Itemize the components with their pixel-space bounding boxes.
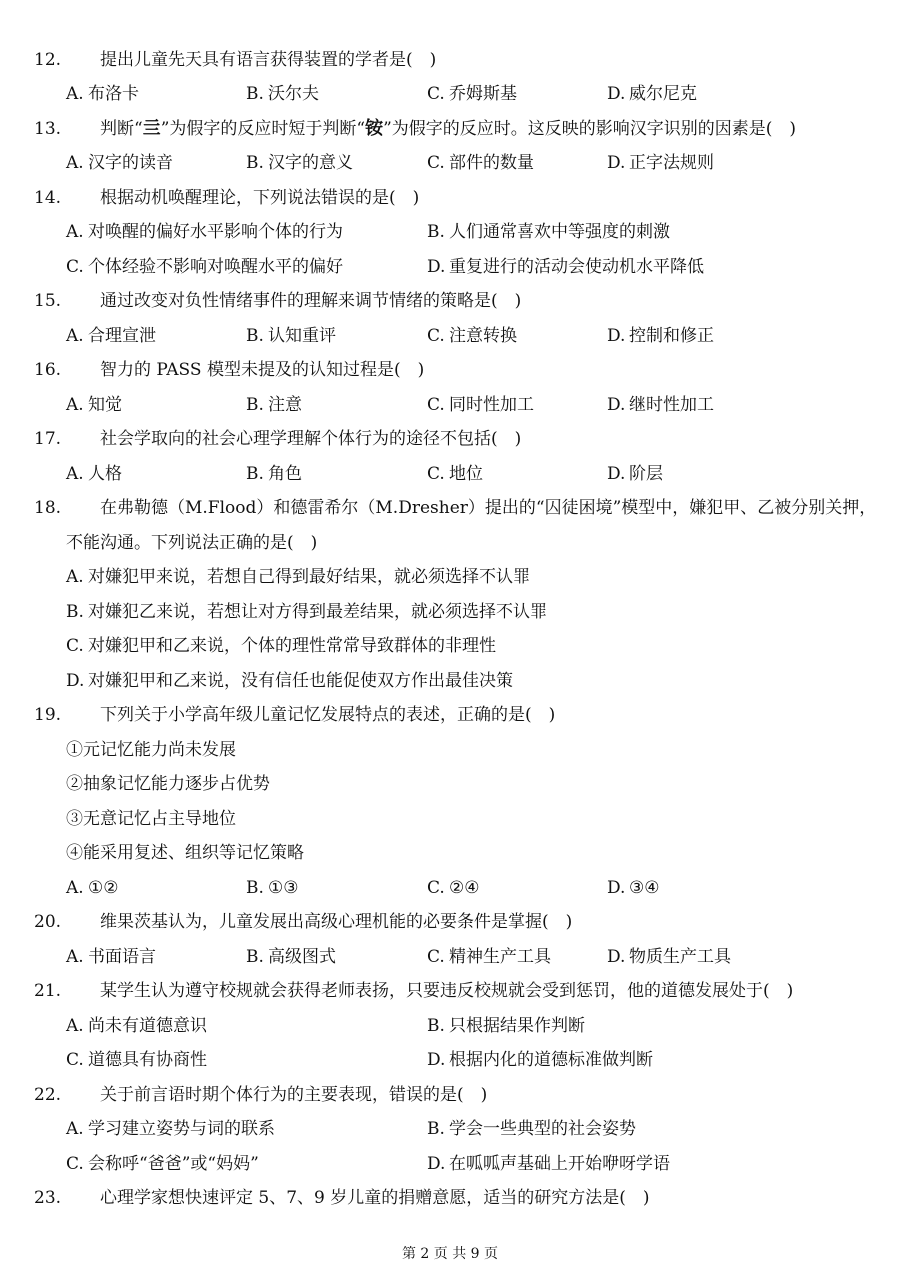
option-c: C. 个体经验不影响对唤醒水平的偏好	[66, 257, 343, 277]
question-16	[34, 359, 425, 381]
question-stem-continued: 不能沟通。下列说法正确的是( )	[66, 533, 318, 553]
option-b: B. ①③	[246, 878, 299, 898]
question-stem: 关于前言语时期个体行为的主要表现，错误的是( )	[100, 1085, 488, 1105]
option-c: C. 部件的数量	[427, 153, 534, 173]
option-b: B. 注意	[246, 395, 302, 415]
option-c: C. 会称呼“爸爸”或“妈妈”	[66, 1154, 259, 1174]
option-a: A. 学习建立姿势与词的联系	[66, 1119, 275, 1139]
question-number: 18.	[34, 498, 62, 518]
question-21	[34, 980, 794, 1002]
option-d: D. 阶层	[607, 464, 663, 484]
option-b: B. 人们通常喜欢中等强度的刺激	[427, 222, 670, 242]
option-b: B. 对嫌犯乙来说，若想让对方得到最差结果，就必须选择不认罪	[66, 602, 547, 622]
question-number: 23.	[34, 1188, 62, 1208]
option-b: B. 高级图式	[246, 947, 336, 967]
question-number: 14.	[34, 188, 62, 208]
question-18	[34, 497, 877, 519]
option-d: D. 重复进行的活动会使动机水平降低	[427, 257, 704, 277]
option-d: D. 继时性加工	[607, 395, 714, 415]
option-d: D. 正字法规则	[607, 153, 714, 173]
option-b: B. 汉字的意义	[246, 153, 353, 173]
option-b: B. 只根据结果作判断	[427, 1016, 585, 1036]
question-12	[34, 49, 437, 71]
question-number: 13.	[34, 119, 62, 139]
question-stem: 在弗勒德（M.Flood）和德雷希尔（M.Dresher）提出的“囚徒困境”模型中，嫌犯甲、乙被分别关押，	[100, 498, 877, 518]
option-c: C. 道德具有协商性	[66, 1050, 207, 1070]
option-d: D. 控制和修正	[607, 326, 714, 346]
question-stem: 通过改变对负性情绪事件的理解来调节情绪的策略是( )	[100, 291, 522, 311]
option-a: A. 尚未有道德意识	[66, 1016, 207, 1036]
option-a: A. 人格	[66, 464, 122, 484]
question-number: 12.	[34, 50, 62, 70]
question-20	[34, 911, 573, 933]
option-c: C. 乔姆斯基	[427, 84, 517, 104]
statement-item: ①元记忆能力尚未发展	[66, 740, 236, 760]
option-a: A. 书面语言	[66, 947, 156, 967]
question-stem: 某学生认为遵守校规就会获得老师表扬，只要违反校规就会受到惩罚，他的道德发展处于( )	[100, 981, 794, 1001]
option-d: D. 威尔尼克	[607, 84, 697, 104]
pseudo-character-1: 亖	[142, 118, 161, 139]
question-14	[34, 187, 420, 209]
question-number: 21.	[34, 981, 62, 1001]
option-c: C. 地位	[427, 464, 483, 484]
question-number: 16.	[34, 360, 62, 380]
option-a: A. 布洛卡	[66, 84, 139, 104]
question-number: 15.	[34, 291, 62, 311]
question-stem: 根据动机唤醒理论，下列说法错误的是( )	[100, 188, 420, 208]
option-a: A. 汉字的读音	[66, 153, 173, 173]
statement-item: ②抽象记忆能力逐步占优势	[66, 774, 270, 794]
option-b: B. 学会一些典型的社会姿势	[427, 1119, 636, 1139]
option-c: C. 注意转换	[427, 326, 517, 346]
question-stem: 提出儿童先天具有语言获得装置的学者是( )	[100, 50, 437, 70]
question-number: 22.	[34, 1085, 62, 1105]
option-a: A. 对嫌犯甲来说，若想自己得到最好结果，就必须选择不认罪	[66, 567, 530, 587]
question-stem: 智力的 PASS 模型未提及的认知过程是( )	[100, 360, 425, 380]
question-13	[34, 118, 797, 140]
question-number: 17.	[34, 429, 62, 449]
question-number: 19.	[34, 705, 62, 725]
option-a: A. 合理宣泄	[66, 326, 156, 346]
option-a: A. 知觉	[66, 395, 122, 415]
pseudo-character-2: 铵	[365, 118, 384, 139]
option-c: C. ②④	[427, 878, 480, 898]
option-d: D. 根据内化的道德标准做判断	[427, 1050, 653, 1070]
option-b: B. 沃尔夫	[246, 84, 319, 104]
option-a: A. ①②	[66, 878, 119, 898]
question-22	[34, 1084, 488, 1106]
statement-item: ④能采用复述、组织等记忆策略	[66, 843, 304, 863]
question-stem: 判断“亖”为假字的反应时短于判断“铵”为假字的反应时。这反映的影响汉字识别的因素是( )	[100, 118, 797, 139]
option-b: B. 角色	[246, 464, 302, 484]
option-a: A. 对唤醒的偏好水平影响个体的行为	[66, 222, 343, 242]
question-17	[34, 428, 522, 450]
statement-item: ③无意记忆占主导地位	[66, 809, 236, 829]
question-stem: 下列关于小学高年级儿童记忆发展特点的表述，正确的是( )	[100, 705, 556, 725]
option-c: C. 精神生产工具	[427, 947, 551, 967]
option-d: D. 对嫌犯甲和乙来说，没有信任也能促使双方作出最佳决策	[66, 671, 513, 691]
question-number: 20.	[34, 912, 62, 932]
option-d: D. 物质生产工具	[607, 947, 731, 967]
question-stem: 社会学取向的社会心理学理解个体行为的途径不包括( )	[100, 429, 522, 449]
option-c: C. 同时性加工	[427, 395, 534, 415]
option-d: D. ③④	[607, 878, 660, 898]
question-19	[34, 704, 556, 726]
option-d: D. 在呱呱声基础上开始咿呀学语	[427, 1154, 670, 1174]
question-15	[34, 290, 522, 312]
question-23	[34, 1187, 650, 1209]
option-c: C. 对嫌犯甲和乙来说，个体的理性常常导致群体的非理性	[66, 636, 496, 656]
question-stem: 维果茨基认为，儿童发展出高级心理机能的必要条件是掌握( )	[100, 912, 573, 932]
question-stem: 心理学家想快速评定 5、7、9 岁儿童的捐赠意愿，适当的研究方法是( )	[100, 1188, 650, 1208]
page-footer: 第 2 页 共 9 页	[401, 1246, 499, 1262]
option-b: B. 认知重评	[246, 326, 336, 346]
